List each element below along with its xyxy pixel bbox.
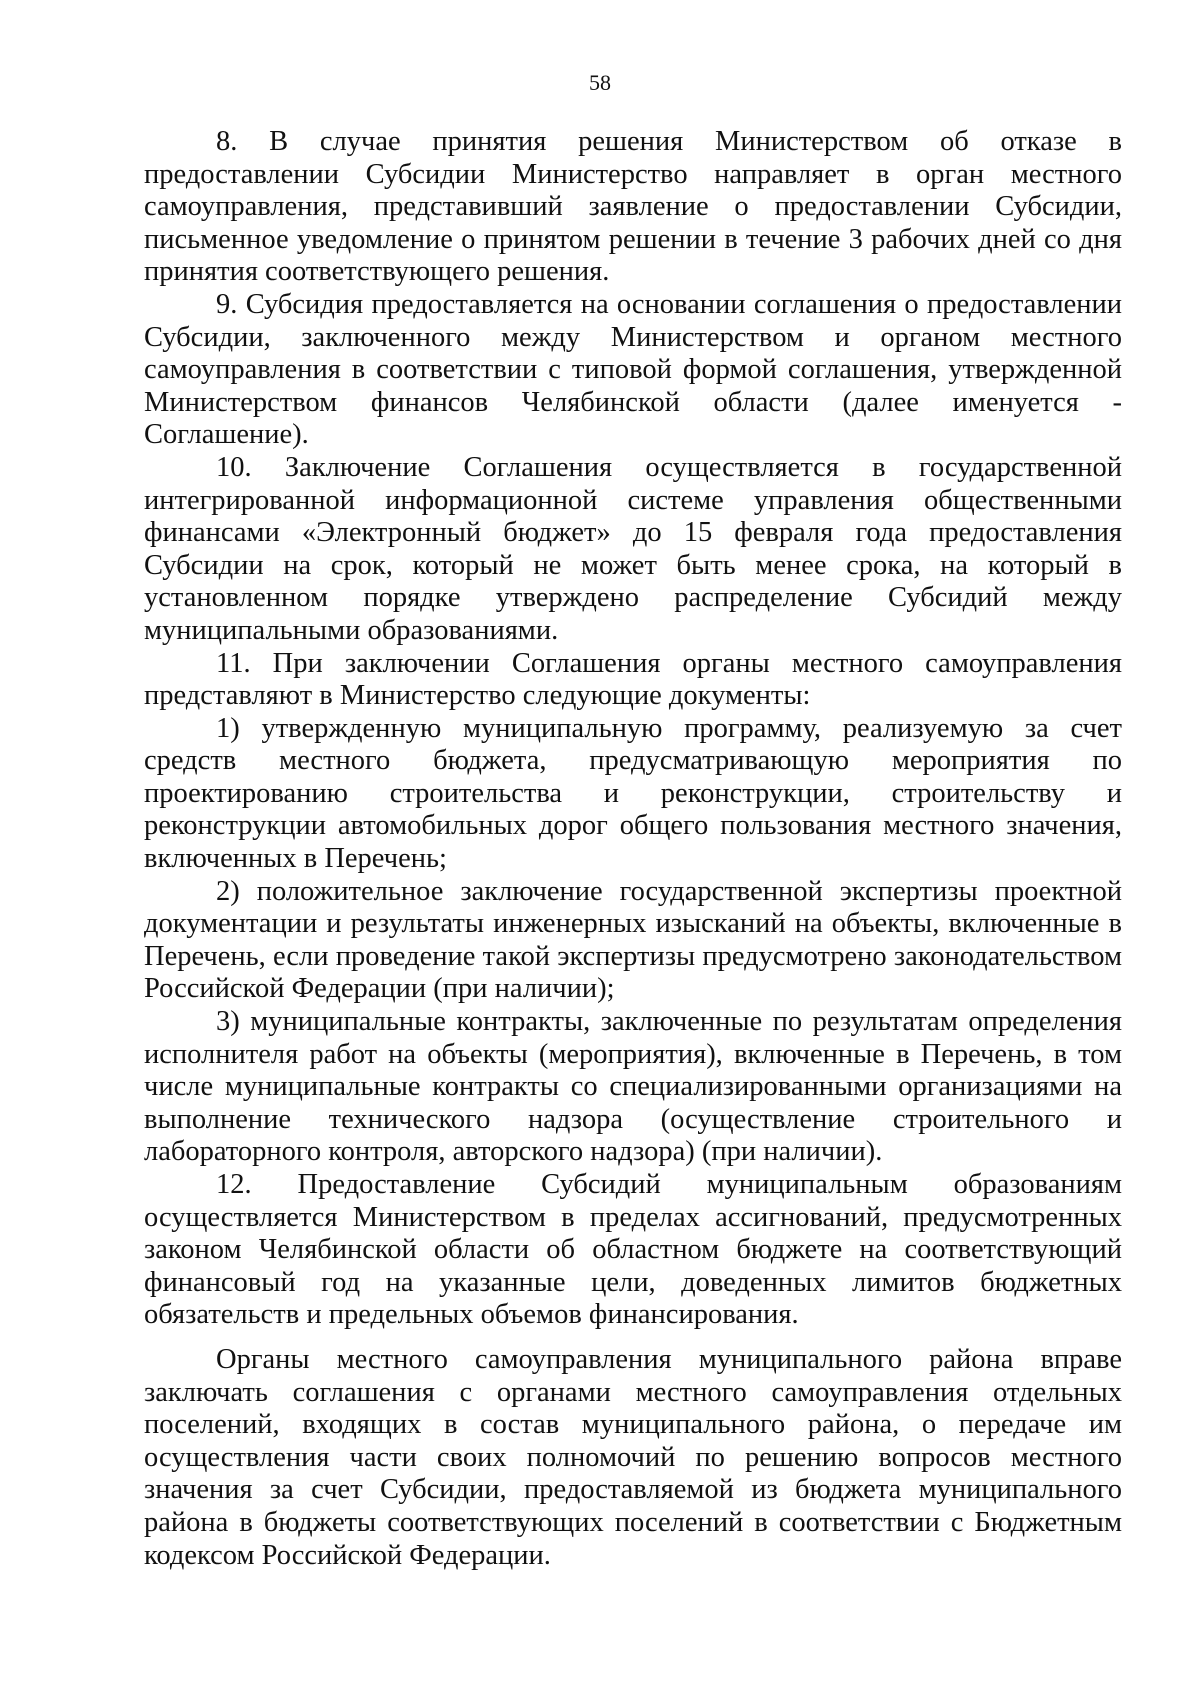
paragraph-10: 10. Заключение Соглашения осуществляется в государственной интегрированной информационной системе управления общественными финансами «Электронный бюджет» до 15 февраля года предоставления Субсидии на срок, который не может быть менее срока, на который в установленном порядке утверждено распределение Субсидий между муниципальными образованиями. <box>144 451 1122 646</box>
paragraph-9: 9. Субсидия предоставляется на основании соглашения о предоставлении Субсидии, заключенного между Министерством и органом местного самоуправления в соответствии с типовой формой соглашения, утвержденной Министерством финансов Челябинской области (далее именуется - Соглашение). <box>144 288 1122 451</box>
list-item-3: 3) муниципальные контракты, заключенные по результатам определения исполнителя работ на объекты (мероприятия), включенные в Перечень, в том числе муниципальные контракты со специализированными организациями на выполнение технического надзора (осуществление строительного и лабораторного контроля, авторского надзора) (при наличии). <box>144 1006 1122 1168</box>
list-item-2: 2) положительное заключение государственной экспертизы проектной документации и результаты инженерных изысканий на объекты, включенные в Перечень, если проведение такой экспертизы предусмотрено законодательством Российской Федерации (при наличии); <box>144 875 1122 1005</box>
paragraph-8: 8. В случае принятия решения Министерством об отказе в предоставлении Субсидии Министерство направляет в орган местного самоуправления, представивший заявление о предоставлении Субсидии, письменное уведомление о принятом решении в течение 3 рабочих дней со дня принятия соответствующего решения. <box>144 126 1122 288</box>
paragraph-12: 12. Предоставление Субсидий муниципальным образованиям осуществляется Министерством в пределах ассигнований, предусмотренных законом Челябинской области об областном бюджете на соответствующий финансовый год на указанные цели, доведенных лимитов бюджетных обязательств и предельных объемов финансирования. <box>144 1169 1122 1331</box>
list-item-1: 1) утвержденную муниципальную программу, реализуемую за счет средств местного бюджета, предусматривающую мероприятия по проектированию строительства и реконструкции, строительству и реконструкции автомобильных дорог общего пользования местного значения, включенных в Перечень; <box>144 712 1122 875</box>
paragraph-municipal-agreements: Органы местного самоуправления муниципального района вправе заключать соглашения с органами местного самоуправления отдельных поселений, входящих в состав муниципального района, о передаче им осуществления части своих полномочий по решению вопросов местного значения за счет Субсидии, предоставляемой из бюджета муниципального района в бюджеты соответствующих поселений в соответствии с Бюджетным кодексом Российской Федерации. <box>144 1343 1122 1571</box>
document-body <box>144 126 1122 1572</box>
paragraph-11: 11. При заключении Соглашения органы местного самоуправления представляют в Министерство следующие документы: <box>144 647 1122 712</box>
page-number: 58 <box>589 70 611 95</box>
